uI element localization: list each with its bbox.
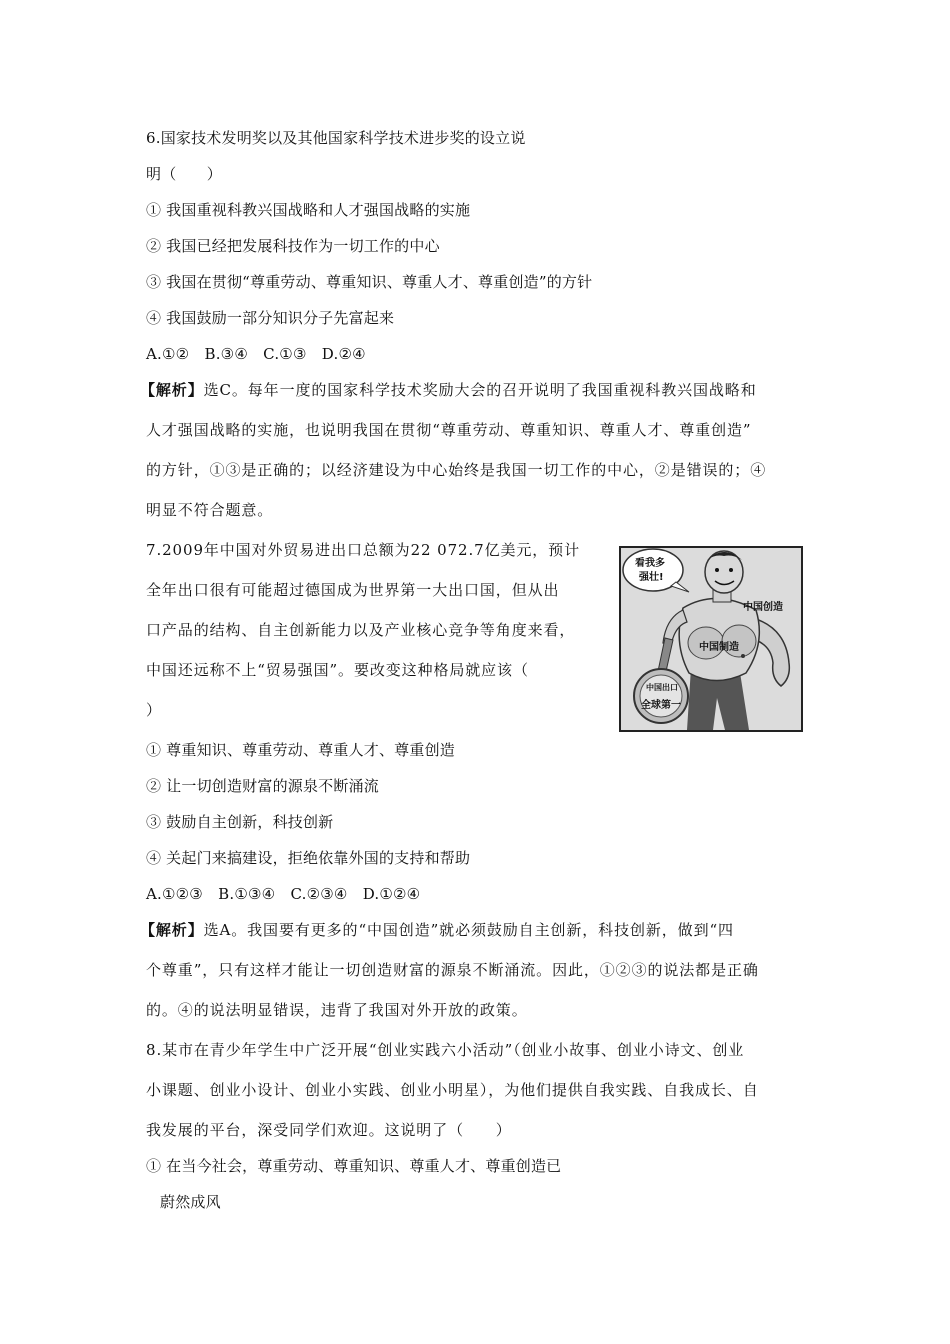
q6-analysis-line4: 明显不符合题意。 bbox=[146, 501, 274, 519]
q6-analysis-line2: 人才强国战略的实施，也说明我国在贯彻“尊重劳动、尊重知识、尊重人才、尊重创造” bbox=[146, 421, 752, 439]
q8-stem-line1: 8.某市在青少年学生中广泛开展“创业实践六小活动”（创业小故事、创业小诗文、创业 bbox=[146, 1041, 745, 1059]
q7-stem-line2: 全年出口很有可能超过德国成为世界第一大出口国，但从出 bbox=[146, 581, 560, 599]
label-medal-top: 中国出口 bbox=[646, 683, 678, 692]
q7-stem-line5: ） bbox=[146, 701, 162, 719]
label-arm: 中国创造 bbox=[743, 602, 783, 613]
q6-choices: A.①② B.③④ C.①③ D.②④ bbox=[146, 345, 366, 363]
q7-stem-line3: 口产品的结构、自主创新能力以及产业核心竞争等角度来看， bbox=[146, 621, 576, 639]
q7-option-3: ③ 鼓励自主创新，科技创新 bbox=[146, 813, 334, 831]
q6-analysis-line1 bbox=[140, 380, 757, 400]
q8-option-1-cont: 蔚然成风 bbox=[160, 1193, 221, 1211]
q6-option-2: ② 我国已经把发展科技作为一切工作的中心 bbox=[146, 237, 440, 255]
q7-analysis-line1 bbox=[140, 920, 734, 940]
label-medal-bottom: 全球第一 bbox=[641, 700, 681, 711]
q6-analysis-line3: 的方针，①③是正确的；以经济建设为中心始终是我国一切工作的中心，②是错误的；④ bbox=[146, 461, 767, 479]
q7-option-1: ① 尊重知识、尊重劳动、尊重人才、尊重创造 bbox=[146, 741, 455, 759]
cartoon-drawing bbox=[621, 548, 801, 730]
q6-analysis-label: 【解析】 bbox=[140, 381, 204, 399]
q6-option-1: ① 我国重视科教兴国战略和人才强国战略的实施 bbox=[146, 201, 471, 219]
q6-stem-line2: 明（ ） bbox=[146, 165, 223, 183]
q6-option-3: ③ 我国在贯彻“尊重劳动、尊重知识、尊重人才、尊重创造”的方针 bbox=[146, 273, 593, 291]
q8-stem-line2: 小课题、创业小设计、创业小实践、创业小明星），为他们提供自我实践、自我成长、自 bbox=[146, 1081, 759, 1099]
q6-analysis-text: 选C。每年一度的国家科学技术奖励大会的召开说明了我国重视科教兴国战略和 bbox=[203, 381, 757, 399]
q7-choices: A.①②③ B.①③④ C.②③④ D.①②④ bbox=[146, 885, 421, 903]
q7-stem-line1: 7.2009年中国对外贸易进出口总额为22 072.7亿美元，预计 bbox=[146, 541, 580, 559]
q7-stem-line4: 中国还远称不上“贸易强国”。要改变这种格局就应该（ bbox=[146, 661, 529, 679]
speech-line2: 强壮! bbox=[639, 572, 664, 583]
speech-line1: 看我多 bbox=[635, 558, 665, 569]
q7-option-2: ② 让一切创造财富的源泉不断涌流 bbox=[146, 777, 379, 795]
q6-option-4: ④ 我国鼓励一部分知识分子先富起来 bbox=[146, 309, 395, 327]
trade-cartoon bbox=[619, 546, 803, 732]
q7-option-4: ④ 关起门来搞建设，拒绝依靠外国的支持和帮助 bbox=[146, 849, 471, 867]
label-chest: 中国制造 bbox=[699, 642, 739, 653]
q8-option-1: ① 在当今社会，尊重劳动、尊重知识、尊重人才、尊重创造已 bbox=[146, 1157, 562, 1175]
q7-analysis-text: 选A。我国要有更多的“中国创造”就必须鼓励自主创新，科技创新，做到“四 bbox=[203, 921, 734, 939]
q7-analysis-line2: 个尊重”，只有这样才能让一切创造财富的源泉不断涌流。因此，①②③的说法都是正确 bbox=[146, 961, 759, 979]
q6-stem-line1: 6.国家技术发明奖以及其他国家科学技术进步奖的设立说 bbox=[146, 129, 526, 147]
q8-stem-line3: 我发展的平台，深受同学们欢迎。这说明了（ ） bbox=[146, 1121, 512, 1139]
q7-analysis-label: 【解析】 bbox=[140, 921, 204, 939]
q7-analysis-line3: 的。④的说法明显错误，违背了我国对外开放的政策。 bbox=[146, 1001, 528, 1019]
